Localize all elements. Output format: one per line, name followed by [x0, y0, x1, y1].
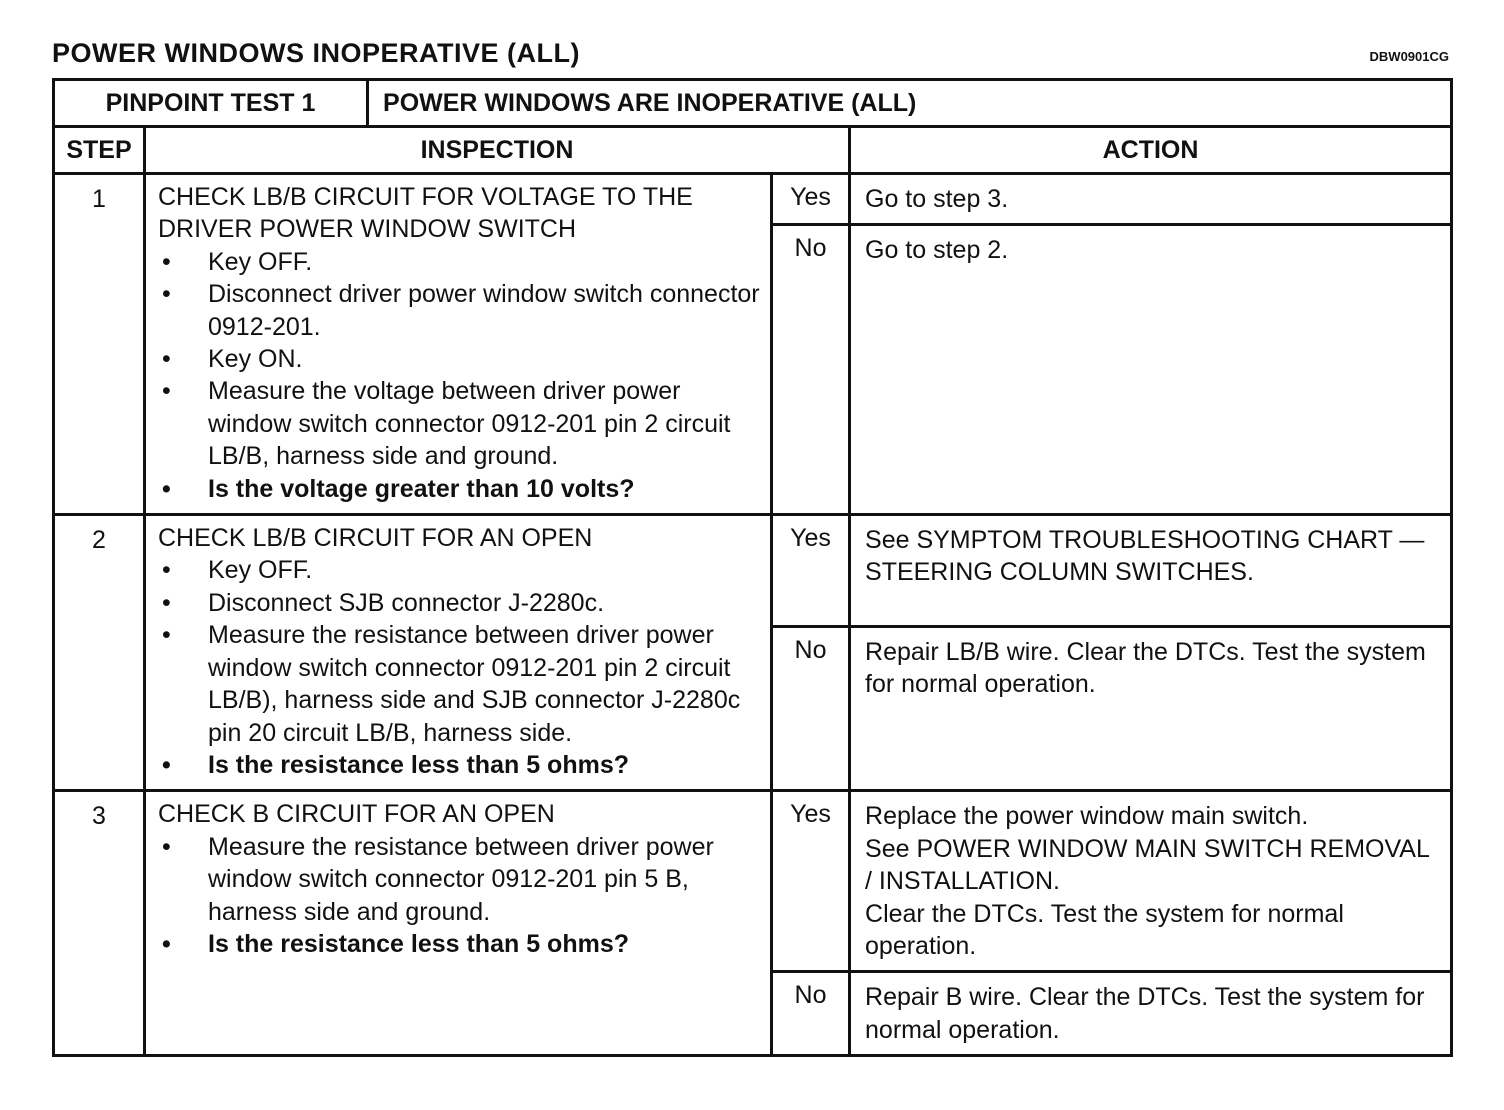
- pinpoint-test-table: [52, 78, 1453, 1057]
- table-body: [54, 80, 1452, 1056]
- inspection-bullet: • Measure the resistance between driver power window switch connector 0912-201 pin 5 B, harness side and ground.: [162, 832, 714, 926]
- no-action: Repair B wire. Clear the DTCs. Test the system for normal operation.: [850, 972, 1452, 1056]
- bullet-icon: •: [162, 929, 171, 958]
- step-number: 1: [54, 174, 145, 515]
- yes-action: See SYMPTOM TROUBLESHOOTING CHART — STEERING COLUMN SWITCHES.: [850, 515, 1452, 627]
- step-inspection: [145, 791, 772, 1056]
- inspection-bullet: • Disconnect driver power window switch connector 0912-201.: [162, 280, 760, 341]
- no-answer-label: No: [772, 627, 850, 791]
- yes-answer-label: Yes: [772, 515, 850, 627]
- step-row-yes: [54, 174, 1452, 225]
- check-title: CHECK B CIRCUIT FOR AN OPEN: [158, 800, 555, 829]
- bullet-icon: •: [162, 345, 171, 374]
- yes-answer-label: Yes: [772, 791, 850, 972]
- check-title: CHECK LB/B CIRCUIT FOR VOLTAGE TO THE DRIVER POWER WINDOW SWITCH: [158, 183, 693, 244]
- inspection-bullets: [158, 246, 760, 505]
- action-column-header: ACTION: [850, 127, 1452, 174]
- document-code: DBW0901CG: [1369, 49, 1449, 64]
- inspection-column-header: INSPECTION: [145, 127, 850, 174]
- inspection-bullet: • Disconnect SJB connector J-2280c.: [158, 587, 760, 619]
- step-number: 3: [54, 791, 145, 1056]
- bullet-icon: •: [162, 588, 171, 617]
- pinpoint-test-name: POWER WINDOWS ARE INOPERATIVE (ALL): [368, 80, 1452, 127]
- inspection-bullet: • Measure the voltage between driver power window switch connector 0912-201 pin 2 circuit LB/B, harness side and ground.: [162, 377, 731, 471]
- yes-action: Replace the power window main switch. See POWER WINDOW MAIN SWITCH REMOVAL / INSTALLATION. Clear the DTCs. Test the system for normal operation.: [850, 791, 1452, 972]
- page-title: POWER WINDOWS INOPERATIVE (ALL): [52, 38, 580, 68]
- inspection-bullet: • Key ON.: [158, 343, 760, 375]
- inspection-bullets: [158, 554, 760, 781]
- inspection-bullet: • Measure the resistance between driver power window switch connector 0912-201 pin 2 circuit LB/B), harness side and SJB connector J-2280c pin 20 circuit LB/B, harness side.: [162, 621, 741, 747]
- step-number: 2: [54, 515, 145, 791]
- bullet-icon: •: [162, 621, 171, 650]
- step-column-header: STEP: [54, 127, 145, 174]
- inspection-question: • Is the resistance less than 5 ohms?: [158, 928, 760, 960]
- column-header-row: [54, 127, 1452, 174]
- bullet-icon: •: [162, 377, 171, 406]
- inspection-question: • Is the resistance less than 5 ohms?: [158, 749, 760, 781]
- bullet-icon: •: [162, 832, 171, 861]
- step-inspection: [145, 174, 772, 515]
- yes-answer-label: Yes: [772, 174, 850, 225]
- inspection-question: • Is the voltage greater than 10 volts?: [158, 473, 760, 505]
- step-inspection: [145, 515, 772, 791]
- pinpoint-test-id: PINPOINT TEST 1: [54, 80, 368, 127]
- no-answer-label: No: [772, 972, 850, 1056]
- step-row-yes: [54, 791, 1452, 972]
- no-action: Go to step 2.: [850, 225, 1452, 515]
- no-action: Repair LB/B wire. Clear the DTCs. Test the system for normal operation.: [850, 627, 1452, 791]
- inspection-bullets: [158, 831, 760, 961]
- bullet-icon: •: [162, 556, 171, 585]
- no-answer-label: No: [772, 225, 850, 515]
- step-row-yes: [54, 515, 1452, 627]
- yes-action: Go to step 3.: [850, 174, 1452, 225]
- bullet-icon: •: [162, 750, 171, 779]
- inspection-bullet: • Key OFF.: [158, 246, 760, 278]
- check-title: CHECK LB/B CIRCUIT FOR AN OPEN: [158, 524, 593, 553]
- bullet-icon: •: [162, 247, 171, 276]
- inspection-bullet: • Key OFF.: [158, 554, 760, 586]
- test-header-row: [54, 80, 1452, 127]
- bullet-icon: •: [162, 280, 171, 309]
- bullet-icon: •: [162, 474, 171, 503]
